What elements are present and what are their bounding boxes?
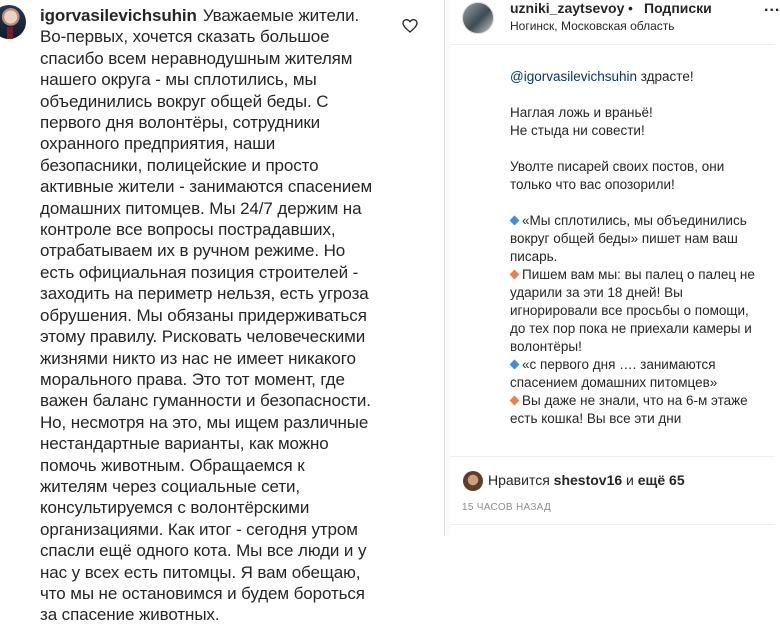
caption-bullet: Пишем вам мы: вы палец о палец не ударили за эти 18 дней! Вы игнорировали все просьбы о помощи, до тех пор пока не приехали камеры и волонтёры!	[510, 267, 755, 354]
orange-diamond-icon	[510, 396, 520, 406]
caption-divider	[450, 456, 775, 457]
caption-line: Наглая ложь и враньё!	[510, 105, 653, 120]
post-timestamp[interactable]: 15 ЧАСОВ НАЗАД	[462, 502, 552, 513]
more-likes-link[interactable]: ещё 65	[637, 472, 685, 488]
more-options-button[interactable]: ...	[764, 0, 780, 15]
header-separator: •	[628, 0, 633, 16]
post-author-username[interactable]: uzniki_zaytsevoy	[510, 0, 625, 16]
post-caption	[510, 68, 760, 426]
likes-summary[interactable]: Нравится shestov16 и ещё 65	[488, 472, 685, 488]
caption-bullet: «Мы сплотились, мы объединились вокруг общей беды» пишет нам ваш писарь.	[510, 213, 747, 264]
post-header	[450, 0, 780, 44]
caption-bullet: «с первого дня …. занимаются спасением домашних питомцев»	[510, 357, 718, 390]
blue-diamond-icon	[510, 360, 520, 370]
mention-link[interactable]: @igorvasilevichsuhin	[510, 69, 638, 84]
orange-diamond-icon	[510, 270, 520, 280]
caption-paragraph: Уволте писарей своих постов, они только что вас опозорили!	[510, 159, 725, 192]
commenter-avatar[interactable]	[0, 5, 26, 39]
caption-greeting: здрасте!	[637, 69, 694, 84]
comment-text: Уважаемые жители. Во-первых, хочется сказать большое спасибо всем неравнодушным жителям нашего округа - мы сплотились, мы объединились вокруг общей беды. С первого дня волонтёры, сотрудники охранного предприятия, наши безопасники, полицейские и просто активные жители - занимаются спасением домашних питомцев. Мы 24/7 держим на контроле все вопросы пострадавших, отрабатываем их в ручном режиме. Но есть официальная позиция строителей - заходить на периметр нельзя, есть угроза обрушения. Мы обязаны придерживаться этому правилу. Рисковать человеческими жизнями никто из нас не имеет никакого морального права. Это тот момент, где важен баланс гуманности и безопасности. Но, несмотря на это, мы ищем различные нестандартные варианты, как можно помочь животным. Обращаемся к жителям через социальные сети, консультируемся с волонтёрскими организациями. Как итог - сегодня утром спасли ещё одного кота. Мы все люди и у нас у всех есть питомцы. Я вам обещаю, что мы не остановимся и будем бороться за спасение животных.	[40, 6, 373, 625]
post-location[interactable]: Ногинск, Московская область	[510, 19, 675, 33]
header-divider	[450, 44, 775, 45]
following-button[interactable]: Подписки	[644, 0, 712, 16]
post-author-avatar[interactable]	[462, 2, 494, 34]
heart-icon[interactable]	[402, 18, 418, 34]
post-panel	[450, 0, 780, 536]
caption-bullet: Вы даже не знали, что на 6-м этаже есть кошка! Вы все эти дни	[510, 393, 748, 426]
blue-diamond-icon	[510, 216, 520, 226]
caption-line: Не стыда ни совести!	[510, 123, 645, 138]
comment-body	[40, 5, 374, 626]
liker-username[interactable]: shestov16	[553, 472, 623, 488]
commenter-username[interactable]: igorvasilevichsuhin	[40, 6, 197, 25]
liker-avatar[interactable]	[463, 471, 483, 491]
footer-divider	[450, 524, 775, 525]
